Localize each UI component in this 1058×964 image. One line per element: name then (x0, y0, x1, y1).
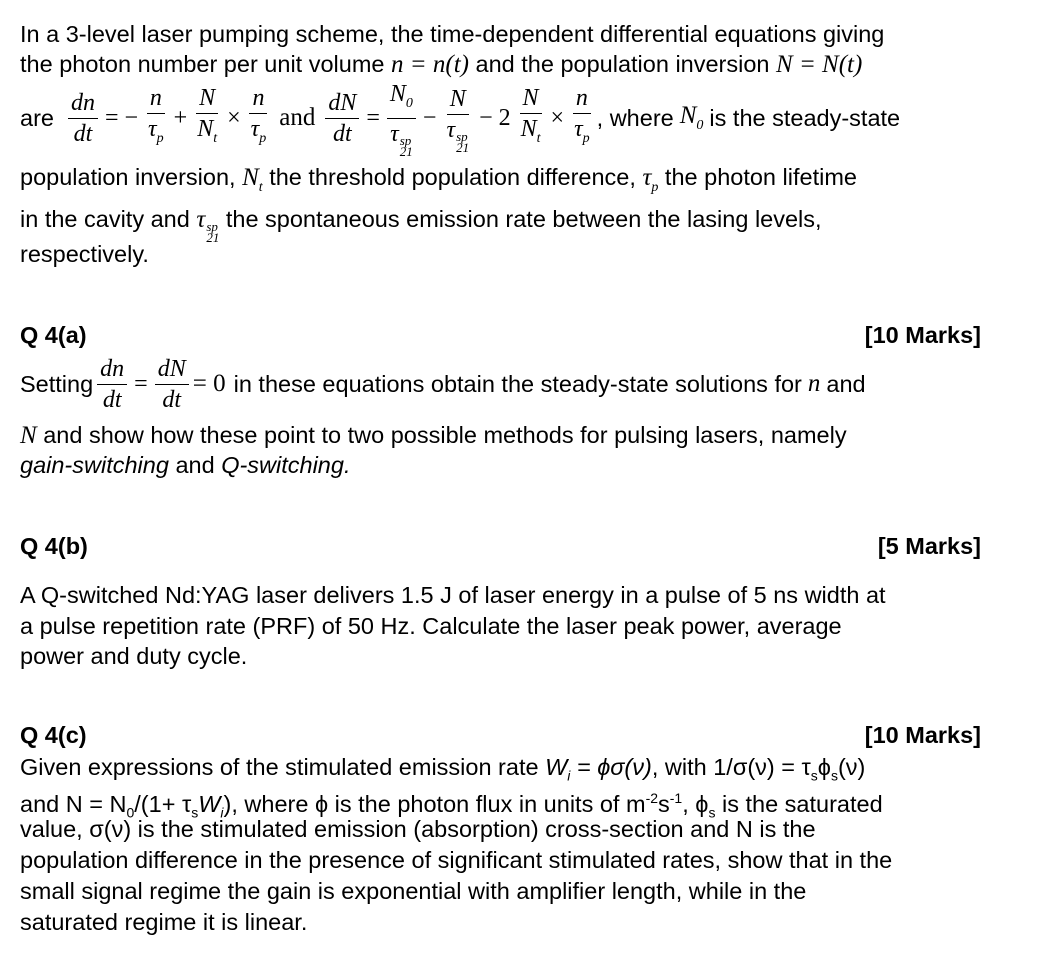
q4c-line-6: saturated regime it is linear. (20, 909, 308, 935)
q4c-line-3: value, σ(ν) is the stimulated emission (absorption) cross-section and N is the (20, 816, 816, 842)
q4c-text: s (658, 790, 670, 817)
q4c-line-5: small signal regime the gain is exponential with amplifier length, while in the (20, 878, 807, 904)
math-N: N (20, 422, 37, 449)
q4a-line-3 (20, 451, 350, 479)
q4a-label: Q 4(a) (20, 322, 87, 348)
intro-line-5 (20, 205, 822, 243)
math-N0: $N_0$ (679, 102, 704, 133)
q4c-line-2: and $N = N_0/(1+ \tau_sW_i)$, where ϕ is the photon flux in units of $m^{-2}s^{-1}$, $\phi_s$ is the saturated (20, 790, 883, 821)
eq-zero: = 0 (192, 370, 226, 397)
intro-text: the threshold population difference, (269, 164, 636, 190)
stim-rate-expr: $W_i = \phi\sigma(\nu)$ (545, 754, 652, 784)
where-word: , where (596, 104, 674, 131)
intro-line-4 (20, 163, 857, 202)
math-n-of-t: n = n(t) (391, 51, 469, 78)
frac-N-Nt-2: $\frac{N}{N_t}$ (520, 84, 541, 146)
intro-line-6: respectively. (20, 241, 149, 267)
q4a-line-1: Setting $\frac{dn}{dt}$ = $\frac{dN}{dt}$ = 0 in these equations obtain the steady-state solutions for n and (20, 355, 866, 413)
q4a-and: and (826, 370, 866, 397)
math-Nt: $N_t$ (242, 164, 263, 195)
q4b-line-2: a pulse repetition rate (PRF) of 50 Hz. Calculate the laser peak power, average (20, 613, 842, 639)
q-switching-text: Q-switching. (221, 452, 351, 478)
q4c-text: , ϕ (682, 790, 709, 817)
q4a-header (20, 321, 981, 349)
q4b-marks: [5 Marks] (877, 533, 981, 559)
q4a-text: in these equations obtain the steady-state solutions for (233, 370, 802, 397)
q4c-header (20, 721, 981, 749)
rate-equations: are $\frac{dn}{dt}$ = − $\frac{n}{\tau_p}$ + $\frac{N}{N_t}$ × $\frac{n}{\tau_p}$ and $\frac{dN}{dt}$ = $N_0$ τ sp 21 − N τ sp 21 − 2 $\frac{N}{N_t}$ × $\frac{n}{\tau_p}$ , where $N_0$ is the steady-state (20, 80, 901, 160)
are-word: are (20, 104, 54, 131)
intro-text: the spontaneous emission rate between the lasing levels, (225, 206, 822, 232)
q4a-and-2: and (175, 452, 215, 478)
and-word: and (279, 104, 316, 131)
q4c-text: /(1+ τ (134, 790, 192, 817)
intro-line-2 (20, 50, 862, 79)
intro-line-1: In a 3-level laser pumping scheme, the time-dependent differential equations giving (20, 21, 885, 47)
frac-dN-dt: $\frac{dN}{dt}$ (325, 88, 359, 149)
q4c-line-1: Given expressions of the stimulated emission rate $W_i = \phi\sigma(\nu)$, with $1/\sigma(\nu) = \tau_s\phi_s(\nu)$ (20, 754, 866, 784)
q4c-text: and N = N (20, 790, 127, 817)
frac-n-taup: $\frac{n}{\tau_p}$ (148, 84, 164, 146)
frac-n-taup-3: $\frac{n}{\tau_p}$ (574, 84, 590, 146)
q4c-text: Given expressions of the stimulated emission rate (20, 754, 539, 780)
q4c-label: Q 4(c) (20, 722, 87, 748)
math-N-of-t: N = N(t) (776, 51, 863, 78)
intro-text: population inversion, (20, 164, 236, 190)
intro-text: the photon lifetime (664, 164, 857, 190)
frac-dN-dt-a: $\frac{dN}{dt}$ (155, 354, 189, 415)
q4a-marks: [10 Marks] (864, 322, 981, 348)
intro-text: in the cavity and (20, 206, 190, 232)
q4c-text: ), where ϕ is the photon flux in units of m (223, 790, 646, 817)
q4c-marks: [10 Marks] (864, 722, 981, 748)
intro-text: and the population inversion (475, 51, 770, 77)
math-n: n (807, 370, 821, 397)
frac-N-tau21: N τ sp 21 (446, 85, 470, 155)
where-tail: is the steady-state (709, 104, 901, 131)
setting-word: Setting (20, 370, 94, 397)
q4b-line-3: power and duty cycle. (20, 643, 248, 669)
frac-N-Nt: $\frac{N}{N_t}$ (197, 84, 218, 146)
q4c-text: , with 1/σ(ν) = τ (651, 754, 811, 780)
math-tau21sp: τ sp 21 (196, 206, 220, 245)
math-taup: $\tau_p$ (642, 164, 659, 195)
gain-switching-text: gain-switching (20, 452, 169, 478)
q4a-line-2 (20, 421, 847, 450)
frac-n-taup-2: $\frac{n}{\tau_p}$ (250, 84, 267, 146)
q4b-header (20, 532, 981, 560)
q4c-text: is the saturated (721, 790, 883, 817)
q4a-text-2: and show how these point to two possible methods for pulsing lasers, namely (43, 422, 847, 448)
frac-dn-dt-a: $\frac{dn}{dt}$ (97, 354, 127, 415)
q4c-line-4: population difference in the presence of significant stimulated rates, show that in the (20, 847, 893, 873)
intro-text: the photon number per unit volume (20, 51, 385, 77)
q4b-line-1: A Q-switched Nd:YAG laser delivers 1.5 J of laser energy in a pulse of 5 ns width at (20, 582, 886, 608)
frac-dn-dt: $\frac{dn}{dt}$ (68, 88, 98, 149)
q4b-label: Q 4(b) (20, 533, 88, 559)
frac-N0-tau21: $N_0$ τ sp 21 (387, 79, 416, 158)
